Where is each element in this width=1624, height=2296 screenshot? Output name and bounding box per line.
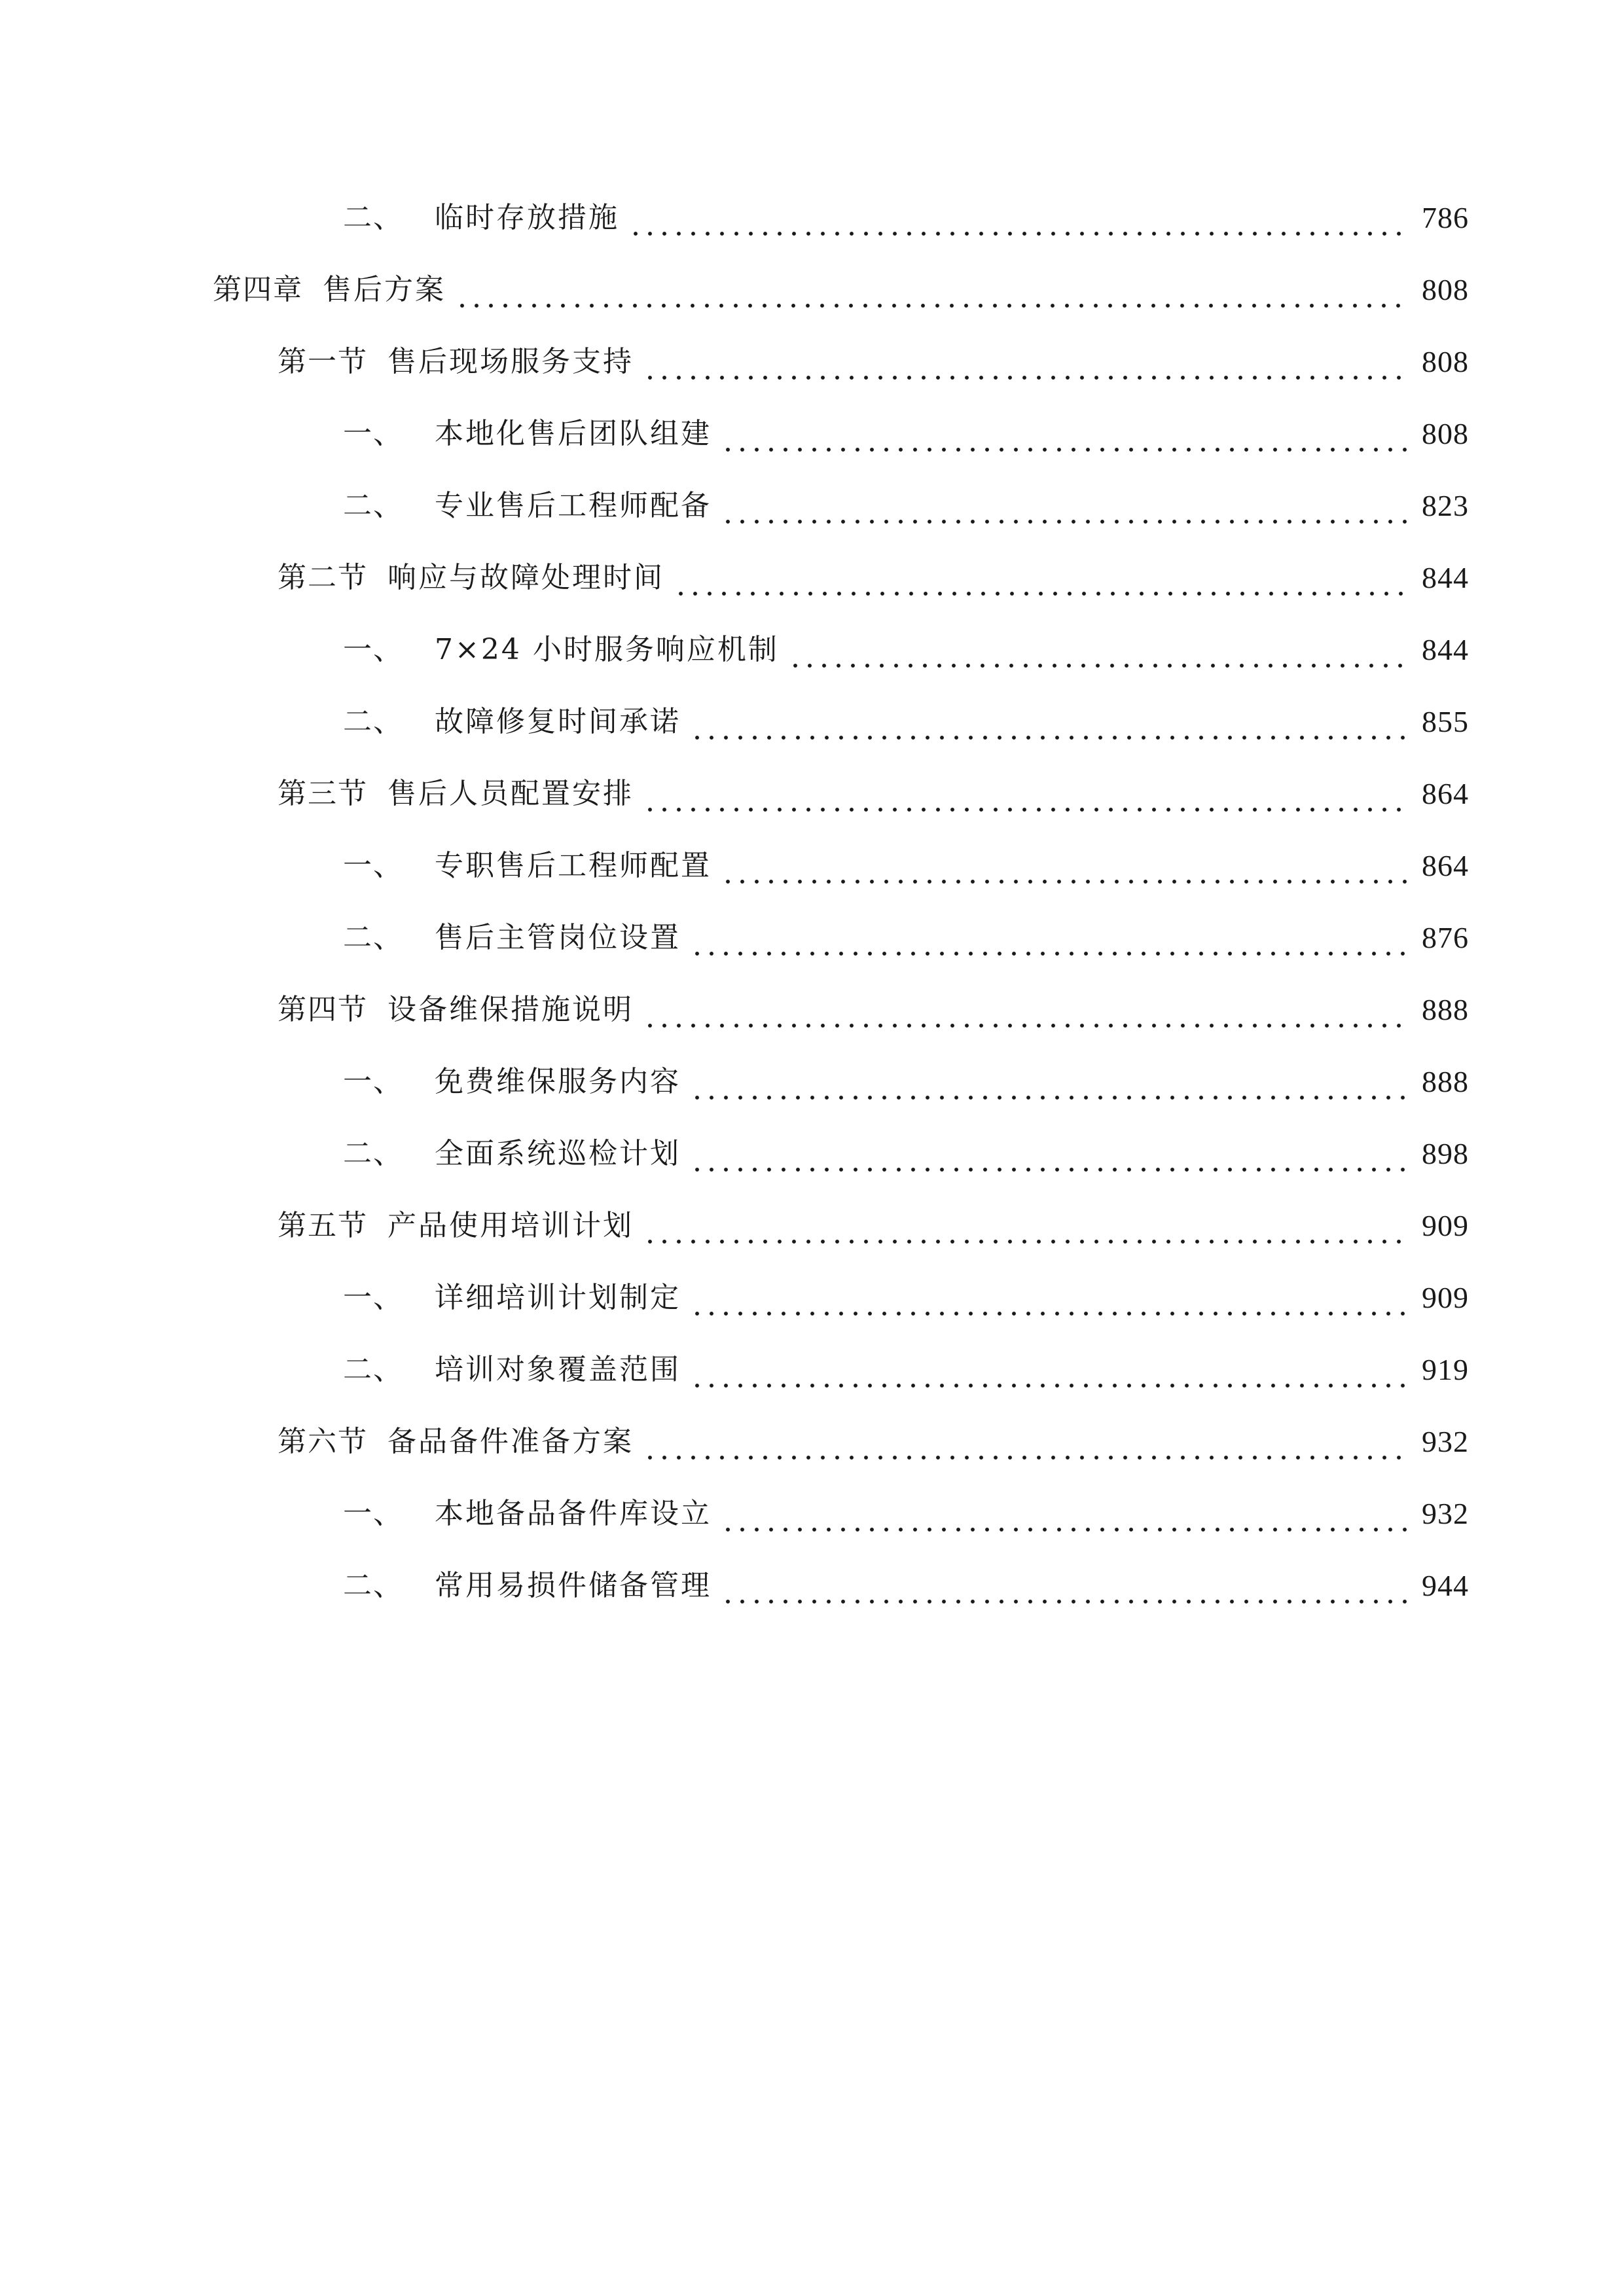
dot-leader [721, 408, 1410, 460]
dot-leader [628, 192, 1410, 244]
toc-entry-page-number: 909 [1422, 1209, 1469, 1242]
toc-entry-title: 产品使用培训计划 [388, 1209, 634, 1242]
toc-entry[interactable] [278, 984, 1469, 1036]
toc-entry-page-number: 909 [1422, 1281, 1469, 1314]
toc-entry-page-number: 888 [1422, 1065, 1469, 1098]
dot-leader [788, 624, 1410, 676]
toc-entry-number: 二、 [343, 1569, 403, 1602]
toc-entry[interactable] [278, 1416, 1469, 1468]
toc-entry[interactable] [343, 1056, 1469, 1108]
toc-entry[interactable] [278, 768, 1469, 820]
toc-entry-page-number: 864 [1422, 849, 1469, 882]
toc-entry-title: 临时存放措施 [435, 201, 619, 234]
toc-entry-number: 一、 [343, 1497, 403, 1530]
toc-entry-number: 第五节 [278, 1209, 368, 1242]
dot-leader [690, 696, 1410, 748]
toc-entry-page-number: 864 [1422, 777, 1469, 810]
toc-entry-title: 详细培训计划制定 [435, 1281, 681, 1314]
dot-leader [721, 1488, 1410, 1540]
toc-entry-title: 常用易损件储备管理 [435, 1569, 712, 1602]
toc-entry-title: 故障修复时间承诺 [435, 705, 681, 738]
toc-entry-page-number: 944 [1422, 1569, 1469, 1602]
toc-entry-page-number: 932 [1422, 1425, 1469, 1458]
dot-leader [690, 1344, 1410, 1396]
toc-entry[interactable] [343, 1488, 1469, 1540]
toc-entry-number: 第四节 [278, 993, 368, 1026]
dot-leader [643, 1200, 1410, 1252]
toc-entry[interactable] [343, 696, 1469, 748]
toc-entry[interactable] [343, 1344, 1469, 1396]
toc-entry-title: 备品备件准备方案 [388, 1425, 634, 1458]
toc-entry[interactable] [343, 1128, 1469, 1180]
toc-entry-title: 免费维保服务内容 [435, 1065, 681, 1098]
toc-entry-number: 一、 [343, 1281, 403, 1314]
dot-leader [721, 1560, 1410, 1612]
toc-entry-page-number: 844 [1422, 561, 1469, 594]
toc-entry-page-number: 898 [1422, 1137, 1469, 1170]
toc-entry-title: 本地化售后团队组建 [435, 417, 712, 450]
toc-entry-page-number: 932 [1422, 1497, 1469, 1530]
toc-entry-number: 二、 [343, 1137, 403, 1170]
toc-entry-title: 全面系统巡检计划 [435, 1137, 681, 1170]
dot-leader [643, 984, 1410, 1036]
toc-entry-title: 售后方案 [323, 273, 446, 306]
toc-entry-number: 一、 [343, 849, 403, 882]
toc-entry-title: 售后主管岗位设置 [435, 921, 681, 954]
toc-entry[interactable] [343, 1560, 1469, 1612]
toc-entry-number: 二、 [343, 921, 403, 954]
toc-entry[interactable] [278, 552, 1469, 604]
toc-entry[interactable] [343, 480, 1469, 532]
dot-leader [690, 912, 1410, 964]
toc-entry-page-number: 823 [1422, 489, 1469, 522]
toc-entry-title: 响应与故障处理时间 [388, 561, 664, 594]
toc-entry-number: 二、 [343, 489, 403, 522]
toc-entry-number: 第四章 [213, 273, 303, 306]
toc-entry-number: 二、 [343, 705, 403, 738]
dot-leader [643, 1416, 1410, 1468]
toc-entry-number: 第二节 [278, 561, 368, 594]
dot-leader [643, 768, 1410, 820]
dot-leader [674, 552, 1410, 604]
toc-entry-page-number: 855 [1422, 705, 1469, 738]
toc-entry[interactable] [343, 408, 1469, 460]
toc-entry-page-number: 808 [1422, 345, 1469, 378]
toc-entry-title: 售后人员配置安排 [388, 777, 634, 810]
toc-entry-title: 设备维保措施说明 [388, 993, 634, 1026]
toc-entry-number: 二、 [343, 201, 403, 234]
dot-leader [690, 1272, 1410, 1324]
toc-entry[interactable] [213, 264, 1469, 316]
toc-entry[interactable] [343, 840, 1469, 892]
toc-entry-number: 二、 [343, 1353, 403, 1386]
toc-entry-number: 一、 [343, 633, 403, 666]
toc-entry-page-number: 808 [1422, 273, 1469, 306]
dot-leader [721, 480, 1410, 532]
toc-entry[interactable] [343, 912, 1469, 964]
toc-entry-page-number: 888 [1422, 993, 1469, 1026]
toc-entry-number: 第一节 [278, 345, 368, 378]
toc-entry-title: 专职售后工程师配置 [435, 849, 712, 882]
toc-entry[interactable] [343, 192, 1469, 244]
toc-entry-page-number: 876 [1422, 921, 1469, 954]
dot-leader [721, 840, 1410, 892]
toc-entry-title: 7×24 小时服务响应机制 [435, 633, 779, 666]
toc-entry[interactable] [343, 1272, 1469, 1324]
toc-entry-title: 本地备品备件库设立 [435, 1497, 712, 1530]
toc-entry-page-number: 844 [1422, 633, 1469, 666]
toc-entry-number: 一、 [343, 1065, 403, 1098]
toc-entry-page-number: 786 [1422, 201, 1469, 234]
toc-entry-title: 培训对象覆盖范围 [435, 1353, 681, 1386]
dot-leader [690, 1056, 1410, 1108]
toc-entry[interactable] [278, 1200, 1469, 1252]
toc-entry-number: 第六节 [278, 1425, 368, 1458]
dot-leader [690, 1128, 1410, 1180]
toc-entry-title: 专业售后工程师配备 [435, 489, 712, 522]
toc-entry[interactable] [343, 624, 1469, 676]
toc-entry-page-number: 808 [1422, 417, 1469, 450]
toc-entry[interactable] [278, 336, 1469, 388]
toc-entry-number: 第三节 [278, 777, 368, 810]
dot-leader [643, 336, 1410, 388]
toc-entry-page-number: 919 [1422, 1353, 1469, 1386]
toc-entry-number: 一、 [343, 417, 403, 450]
toc-entry-title: 售后现场服务支持 [388, 345, 634, 378]
dot-leader [455, 264, 1410, 316]
